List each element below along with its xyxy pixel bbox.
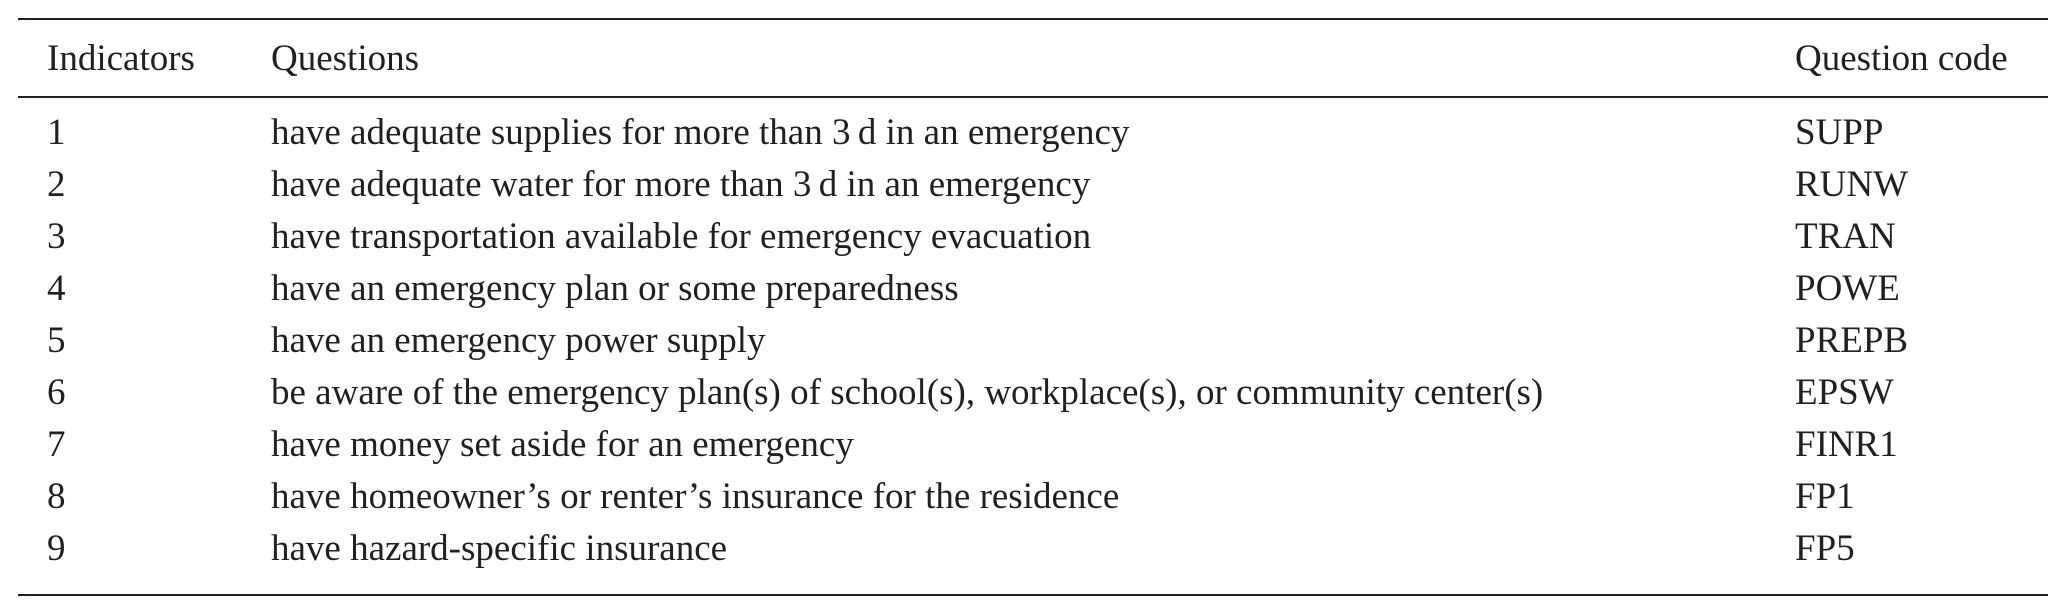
table-row [18,263,2048,315]
table-body [18,107,2048,575]
indicator-cell: 8 [47,475,66,517]
code-cell: POWE [1795,267,1900,309]
indicator-cell: 4 [47,267,66,309]
question-cell: have adequate supplies for more than 3 d in an emergency [271,111,1130,153]
code-cell: RUNW [1795,163,1909,205]
table-row [18,523,2048,575]
question-cell: have transportation available for emergency evacuation [271,215,1092,257]
indicator-cell: 2 [47,163,66,205]
indicator-cell: 3 [47,215,66,257]
indicator-cell: 6 [47,371,66,413]
code-cell: TRAN [1795,215,1896,257]
code-cell: FINR1 [1795,423,1898,465]
header-question-code: Question code [1795,37,2008,79]
table-row [18,419,2048,471]
question-cell: have adequate water for more than 3 d in an emergency [271,163,1091,205]
question-cell: have an emergency plan or some preparedness [271,267,959,309]
code-cell: PREPB [1795,319,1909,361]
indicator-cell: 7 [47,423,66,465]
header-row [18,20,2048,96]
header-questions: Questions [271,37,419,79]
table-header [18,20,2048,96]
question-cell: be aware of the emergency plan(s) of school(s), workplace(s), or community center(s) [271,371,1544,413]
indicator-cell: 9 [47,527,66,569]
table-row [18,315,2048,367]
table-body-wrap [18,107,2048,575]
question-cell: have an emergency power supply [271,319,766,361]
question-cell: have homeowner’s or renter’s insurance for the residence [271,475,1120,517]
code-cell: SUPP [1795,111,1884,153]
indicator-table [18,18,2048,596]
table-row [18,211,2048,263]
question-cell: have money set aside for an emergency [271,423,854,465]
indicator-cell: 1 [47,111,66,153]
header-indicators: Indicators [47,37,195,79]
table-row [18,159,2048,211]
table-bottom-rule [18,594,2048,596]
indicator-cell: 5 [47,319,66,361]
table [18,20,2048,96]
code-cell: EPSW [1795,371,1894,413]
table-row [18,471,2048,523]
code-cell: FP5 [1795,527,1855,569]
question-cell: have hazard-specific insurance [271,527,728,569]
table-row [18,107,2048,159]
table-row [18,367,2048,419]
code-cell: FP1 [1795,475,1855,517]
